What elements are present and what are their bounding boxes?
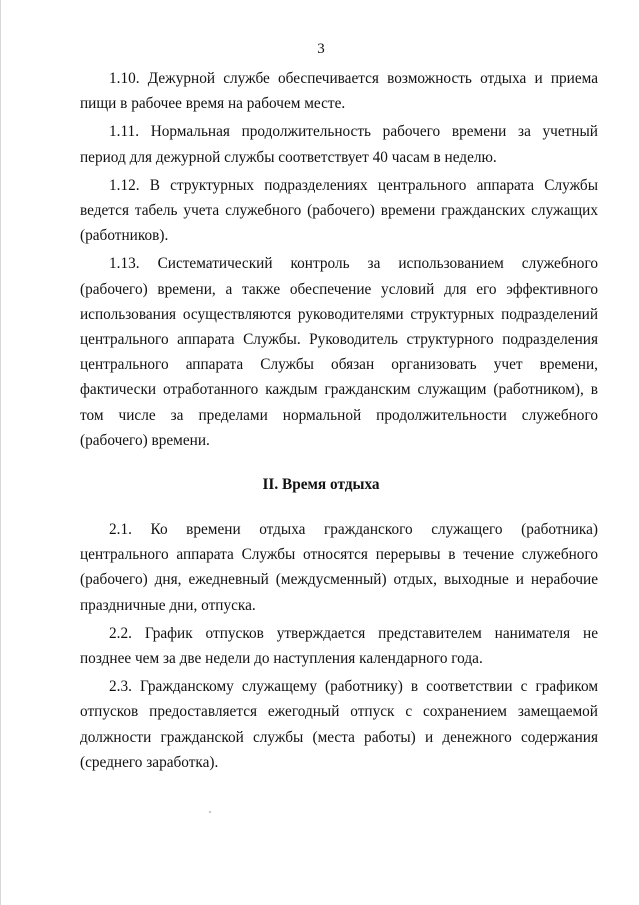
paragraph-1-13: 1.13. Систематический контроль за использованием служебного (рабочего) времени, а также обеспечение условий для его эффективного использования осуществляются руководителями структурных подразделений центрального аппарата Службы. Руководитель структурного подразделения центрального аппарата Службы обязан организовать учет времени, фактически отработанного каждым гражданским служащим (работником), в том числе за пределами нормальной продолжительности служебного (рабочего) времени.	[80, 255, 598, 449]
section-1-text	[80, 66, 598, 453]
paragraph-1-12: 1.12. В структурных подразделениях центрального аппарата Службы ведется табель учета служебного (рабочего) времени гражданских служащих (работников).	[80, 176, 598, 245]
section-heading: II. Время отдыха	[262, 476, 380, 493]
paragraph-2-1: 2.1. Ко времени отдыха гражданского служащего (работника) центрального аппарата Службы относятся перерывы в течение служебного (рабочего) дня, ежедневный (междусменный) отдых, выходные и нерабочие праздничные дни, отпуска.	[80, 521, 598, 614]
paragraph-1-10: 1.10. Дежурной службе обеспечивается возможность отдыха и приема пищи в рабочее время на рабочем месте.	[80, 70, 598, 113]
scan-speck	[209, 811, 211, 813]
paragraph-2-3: 2.3. Гражданскому служащему (работнику) в соответствии с графиком отпусков предоставляется ежегодный отпуск с сохранением замещаемой должности гражданской службы (места работы) и денежного содержания (среднего заработка).	[80, 678, 598, 771]
section-2-text	[80, 517, 598, 775]
page-number: 3	[317, 41, 325, 57]
paragraph-1-11: 1.11. Нормальная продолжительность рабочего времени за учетный период для дежурной службы соответствует 40 часам в неделю.	[80, 123, 598, 166]
paragraph-2-2: 2.2. График отпусков утверждается представителем нанимателя не позднее чем за две недели до наступления календарного года.	[80, 624, 598, 668]
